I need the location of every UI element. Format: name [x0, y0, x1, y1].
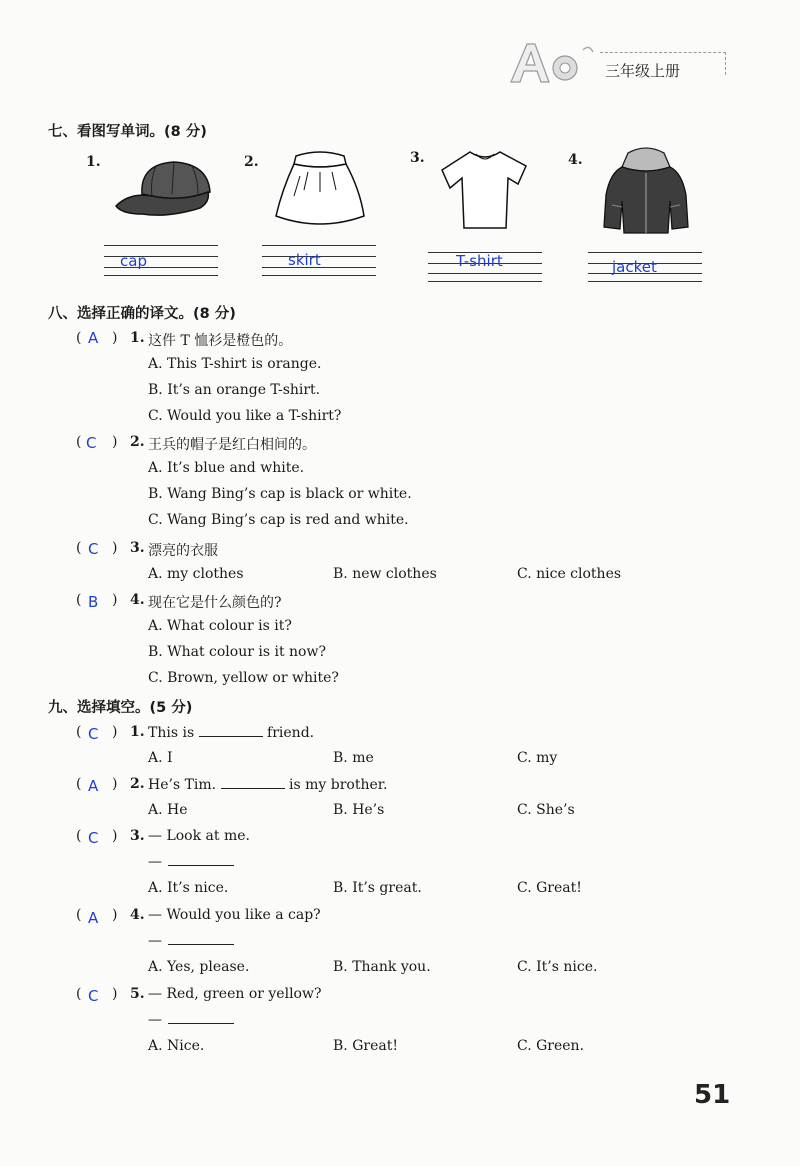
- item-number: 4.: [568, 152, 583, 168]
- question-number: 5.: [130, 986, 145, 1002]
- question-number: 3.: [130, 828, 145, 844]
- option: A. my clothes: [148, 566, 244, 582]
- option: A. This T-shirt is orange.: [148, 356, 322, 372]
- fill-blank: [199, 724, 263, 737]
- question-text: 漂亮的衣服: [148, 543, 218, 559]
- cap-icon: [112, 158, 216, 220]
- question-text: 王兵的帽子是红白相间的。: [148, 437, 316, 453]
- option: C. Would you like a T-shirt?: [148, 408, 342, 424]
- fill-blank: [221, 776, 285, 789]
- tshirt-icon: [440, 148, 530, 232]
- jacket-icon: [600, 145, 692, 237]
- option: B. me: [333, 750, 374, 766]
- answer-letter: C: [88, 540, 99, 558]
- question-text: — Look at me.: [148, 828, 250, 844]
- option: B. It’s an orange T-shirt.: [148, 382, 321, 398]
- option: A. It’s blue and white.: [148, 460, 305, 476]
- reply-blank: —: [148, 933, 234, 949]
- section7-title: 七、看图写单词。(8 分): [48, 124, 207, 140]
- question-number: 2.: [130, 776, 145, 792]
- option: C. my: [517, 750, 558, 766]
- question-number: 4.: [130, 907, 145, 923]
- option: B. It’s great.: [333, 880, 422, 896]
- answer-letter: A: [88, 777, 99, 795]
- option: C. Brown, yellow or white?: [148, 670, 339, 686]
- ab-logo-icon: [505, 38, 597, 88]
- option: C. Wang Bing’s cap is red and white.: [148, 512, 409, 528]
- handwritten-answer: jacket: [612, 258, 657, 276]
- answer-letter: A: [88, 909, 99, 927]
- option: A. I: [148, 750, 173, 766]
- page-number: 51: [694, 1080, 731, 1110]
- section9-title: 九、选择填空。(5 分): [48, 700, 193, 716]
- answer-letter: C: [88, 829, 99, 847]
- option: A. He: [148, 802, 188, 818]
- option: B. Thank you.: [333, 959, 431, 975]
- answer-letter: C: [88, 987, 99, 1005]
- reply-blank: —: [148, 1012, 234, 1028]
- reply-blank: —: [148, 854, 234, 870]
- option: C. Great!: [517, 880, 582, 896]
- answer-letter: C: [86, 434, 97, 452]
- question-text: 现在它是什么颜色的?: [148, 595, 282, 611]
- question-text: He’s Tim. is my brother.: [148, 777, 388, 793]
- question-text: — Red, green or yellow?: [148, 986, 322, 1002]
- question-text: 这件 T 恤衫是橙色的。: [148, 333, 293, 349]
- question-text: — Would you like a cap?: [148, 907, 321, 923]
- option: B. What colour is it now?: [148, 644, 326, 660]
- option: C. She’s: [517, 802, 575, 818]
- handwritten-answer: T-shirt: [456, 252, 503, 270]
- question-number: 1.: [130, 724, 145, 740]
- answer-letter: C: [88, 725, 99, 743]
- question-number: 1.: [130, 330, 145, 346]
- item-number: 2.: [244, 154, 259, 170]
- option: B. He’s: [333, 802, 385, 818]
- answer-letter: B: [88, 593, 99, 611]
- option: A. What colour is it?: [148, 618, 292, 634]
- item-number: 1.: [86, 154, 101, 170]
- option: A. Nice.: [148, 1038, 205, 1054]
- option: C. nice clothes: [517, 566, 622, 582]
- section8-title: 八、选择正确的译文。(8 分): [48, 306, 236, 322]
- question-number: 2.: [130, 434, 145, 450]
- option: C. Green.: [517, 1038, 585, 1054]
- question-text: This is friend.: [148, 725, 315, 741]
- option: C. It’s nice.: [517, 959, 598, 975]
- grade-label: 三年级上册: [605, 62, 681, 80]
- answer-letter: A: [88, 329, 99, 347]
- option: B. new clothes: [333, 566, 437, 582]
- question-number: 4.: [130, 592, 145, 608]
- option: A. Yes, please.: [148, 959, 250, 975]
- option: B. Wang Bing’s cap is black or white.: [148, 486, 412, 502]
- item-number: 3.: [410, 150, 425, 166]
- question-number: 3.: [130, 540, 145, 556]
- option: B. Great!: [333, 1038, 398, 1054]
- skirt-icon: [274, 150, 366, 230]
- option: A. It’s nice.: [148, 880, 229, 896]
- handwritten-answer: cap: [120, 252, 147, 270]
- handwritten-answer: skirt: [288, 251, 321, 269]
